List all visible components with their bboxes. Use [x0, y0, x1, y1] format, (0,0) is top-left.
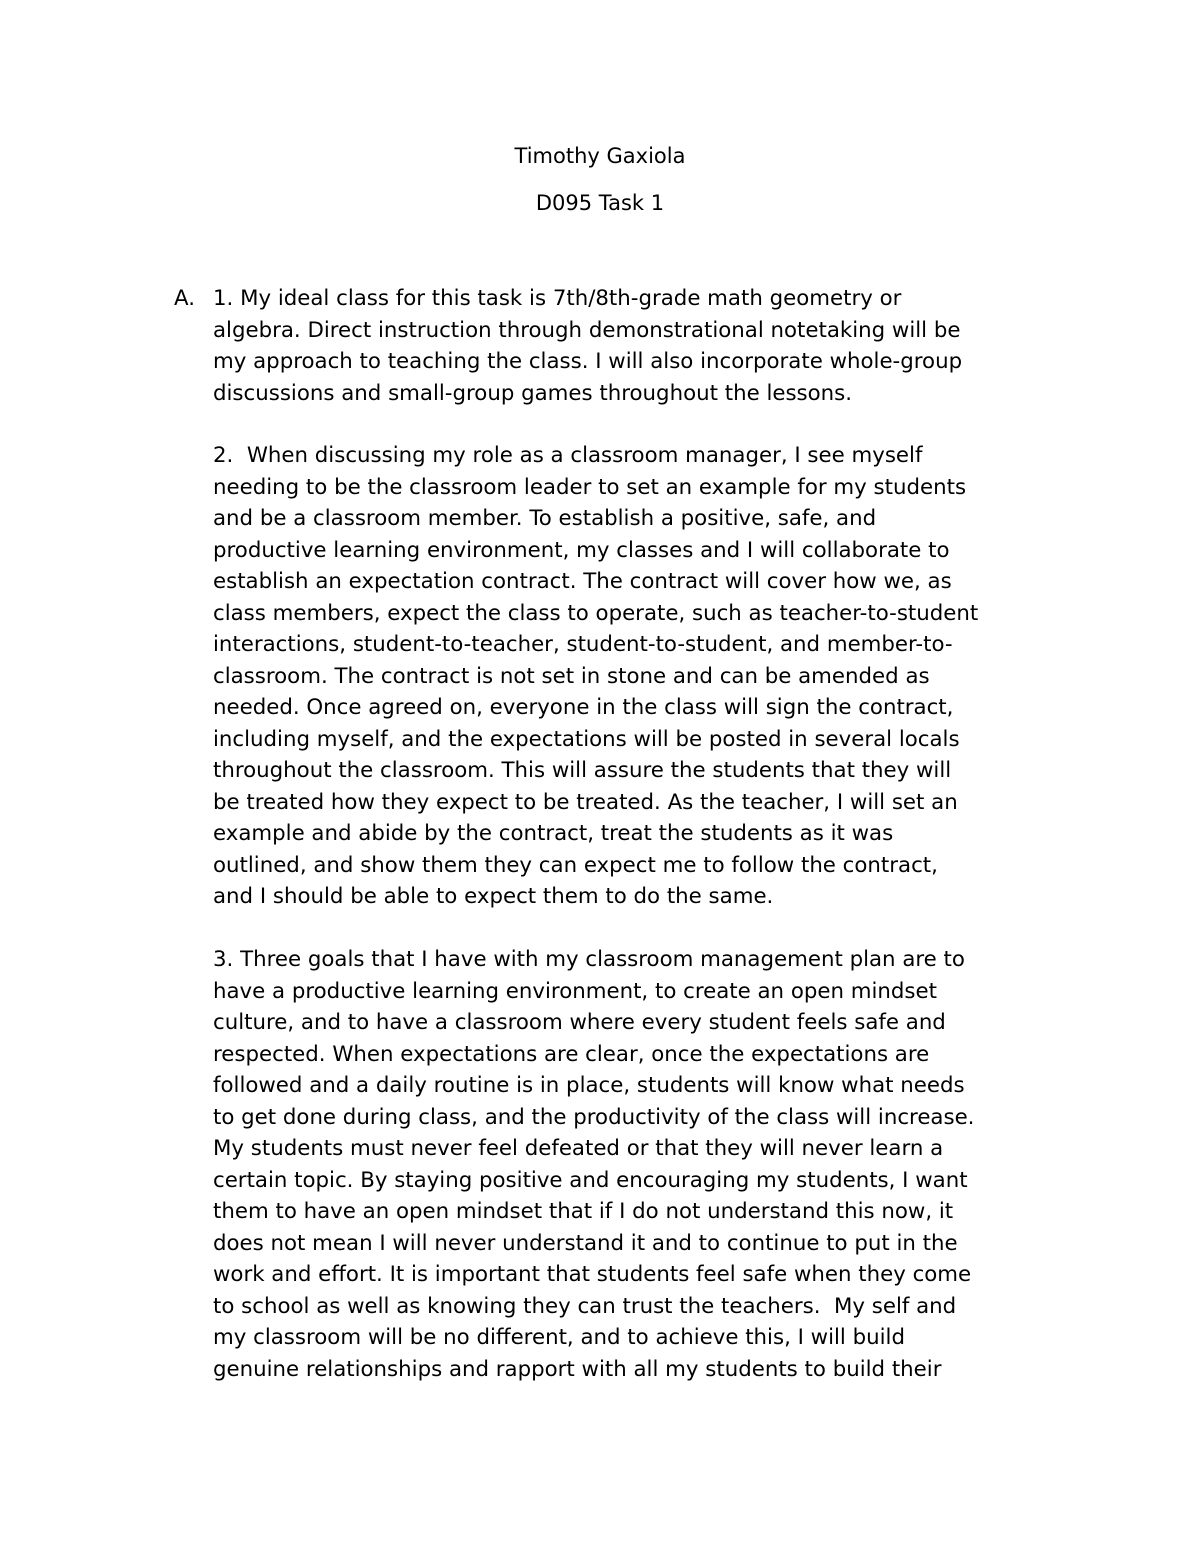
- text-line: productive learning environment, my classes and I will collaborate to: [213, 537, 950, 563]
- text-line: needed. Once agreed on, everyone in the class will sign the contract,: [213, 695, 954, 720]
- section-1-paragraph: [213, 283, 1113, 409]
- text-line: discussions and small-group games throughout the lessons.: [213, 380, 853, 406]
- section-3-paragraph: [213, 944, 1113, 1385]
- text-line: My students must never feel defeated or that they will never learn a: [213, 1136, 944, 1161]
- task-title: D095 Task 1: [535, 191, 665, 215]
- text-line: classroom. The contract is not set in stone and can be amended as: [213, 663, 930, 689]
- text-line: outlined, and show them they can expect me to follow the contract,: [213, 852, 938, 878]
- text-line: class members, expect the class to operate, such as teacher-to-student: [213, 600, 979, 626]
- text-line: interactions, student-to-teacher, student-to-student, and member-to-: [213, 632, 953, 657]
- text-line: culture, and to have a classroom where every student feels safe and: [213, 1010, 946, 1035]
- text-line: to school as well as knowing they can trust the teachers. My self and: [213, 1293, 957, 1319]
- text-line: respected. When expectations are clear, once the expectations are: [213, 1041, 930, 1067]
- text-line: 2. When discussing my role as a classroom manager, I see myself: [213, 443, 923, 468]
- text-line: to get done during class, and the productivity of the class will increase.: [213, 1104, 975, 1130]
- list-marker: A.: [174, 286, 195, 311]
- text-line: certain topic. By staying positive and encouraging my students, I want: [213, 1167, 968, 1193]
- text-line: algebra. Direct instruction through demonstrational notetaking will be: [213, 317, 961, 343]
- text-line: example and abide by the contract, treat the students as it was: [213, 821, 894, 846]
- text-line: genuine relationships and rapport with all my students to build their: [213, 1356, 942, 1382]
- text-line: and be a classroom member. To establish a positive, safe, and: [213, 506, 877, 531]
- text-line: my approach to teaching the class. I will also incorporate whole-group: [213, 349, 963, 374]
- text-line: followed and a daily routine is in place, students will know what needs: [213, 1073, 965, 1098]
- text-line: be treated how they expect to be treated. As the teacher, I will set an: [213, 789, 958, 815]
- text-line: including myself, and the expectations will be posted in several locals: [213, 726, 960, 752]
- text-line: 1. My ideal class for this task is 7th/8th-grade math geometry or: [213, 286, 902, 311]
- text-line: have a productive learning environment, to create an open mindset: [213, 978, 937, 1004]
- text-line: my classroom will be no different, and to achieve this, I will build: [213, 1325, 905, 1350]
- text-line: establish an expectation contract. The contract will cover how we, as: [213, 569, 952, 594]
- text-line: them to have an open mindset that if I do not understand this now, it: [213, 1199, 954, 1224]
- text-line: 3. Three goals that I have with my classroom management plan are to: [213, 947, 965, 972]
- text-line: needing to be the classroom leader to set an example for my students: [213, 474, 967, 500]
- section-2-paragraph: [213, 440, 1113, 913]
- text-line: throughout the classroom. This will assure the students that they will: [213, 758, 952, 783]
- text-line: work and effort. It is important that students feel safe when they come: [213, 1262, 972, 1287]
- text-line: and I should be able to expect them to do the same.: [213, 884, 774, 909]
- text-line: does not mean I will never understand it and to continue to put in the: [213, 1230, 958, 1256]
- author-name: Timothy Gaxiola: [514, 144, 686, 168]
